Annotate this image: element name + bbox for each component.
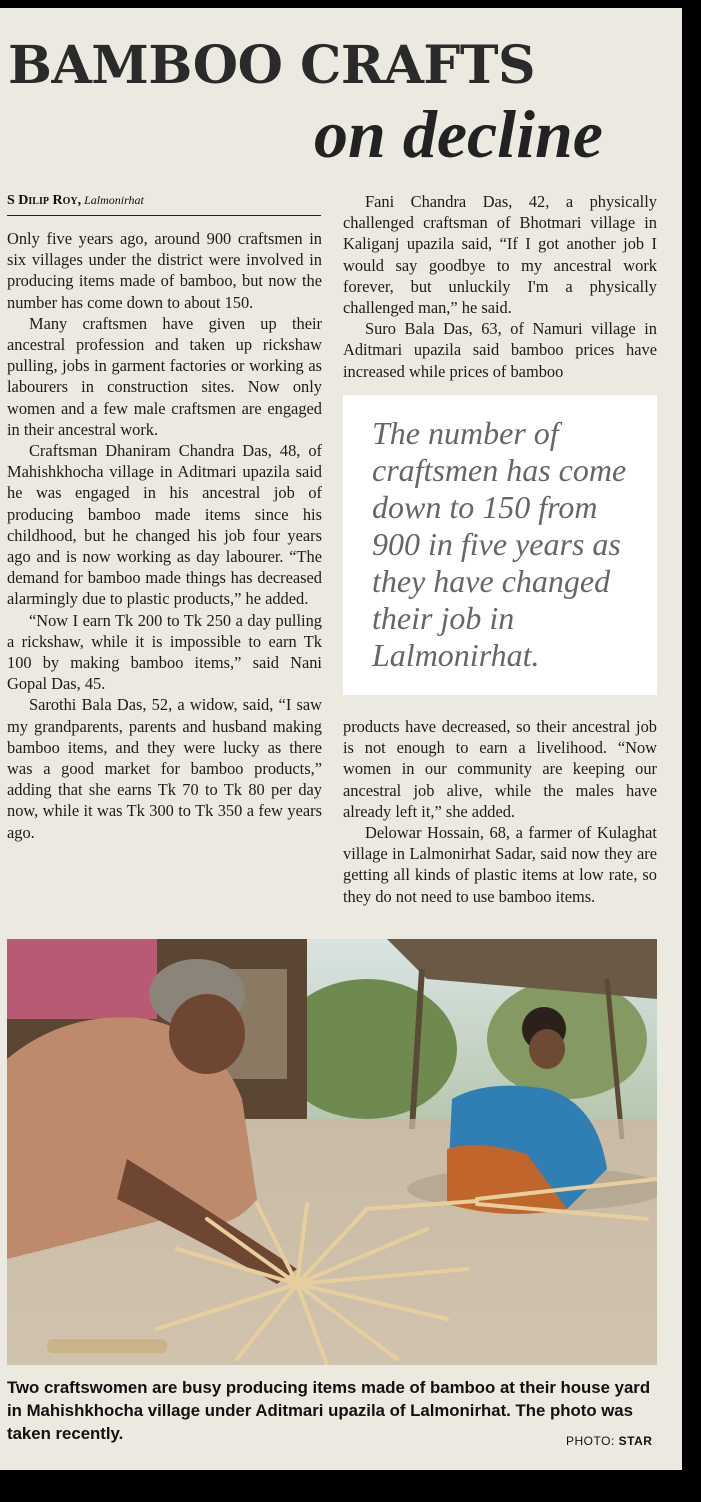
paragraph: Fani Chandra Das, 42, a physically challenged craftsman of Bhotmari village in Kaliganj upazila said, “If I got another job I would say goodbye to my ancestral work forever, but unluckily I'm a physically challenged man,” he said. — [343, 192, 657, 318]
photo-credit-prefix: PHOTO: — [566, 1434, 619, 1448]
pull-quote: The number of craftsmen has come down to 150 from 900 in five years as they have changed their job in Lalmonirhat. — [372, 415, 627, 673]
paragraph: Delowar Hossain, 68, a farmer of Kulaghat village in Lalmonirhat Sadar, said now they are getting all kinds of plastic items at low rate, so they do not need to use bamboo items. — [343, 823, 657, 906]
byline — [7, 193, 321, 216]
paragraph: “Now I earn Tk 200 to Tk 250 a day pulling a rickshaw, while it is impossible to earn Tk 100 by making bamboo items,” said Nani Gopal Das, 45. — [7, 610, 322, 694]
paragraph: Sarothi Bala Das, 52, a widow, said, “I saw my grandparents, parents and husband making bamboo items, and they were lucky as there was a good market for bamboo products,” adding that she earns Tk 70 to Tk 80 per day now, while it was Tk 300 to Tk 350 a few years ago. — [7, 695, 322, 842]
paragraph: products have decreased, so their ancestral job is not enough to earn a livelihood. “Now women in our community are keeping our ancestral job alive, while the males have already left it,” she added. — [343, 717, 657, 821]
news-photo — [7, 939, 657, 1365]
subheadline: on decline — [314, 96, 603, 172]
headline: BAMBOO CRAFTS — [8, 35, 536, 96]
paragraph: Craftsman Dhaniram Chandra Das, 48, of Mahishkhocha village in Aditmari upazila said he was engaged in his ancestral job of producing bamboo made items since his childhood, but he changed his job four years ago and is now working as day labourer. “The demand for bamboo made things has decreased alarmingly due to plastic products,” he added. — [7, 441, 322, 609]
newspaper-page — [0, 8, 682, 1470]
paragraph: Suro Bala Das, 63, of Namuri village in Aditmari upazila said bamboo prices have increased while prices of bamboo — [343, 319, 657, 381]
article-column-right-top — [343, 191, 657, 382]
photo-credit-source: STAR — [618, 1434, 653, 1448]
photo-caption: Two craftswomen are busy producing items made of bamboo at their house yard in Mahishkhocha village under Aditmari upazila of Lalmonirhat. The photo was taken recently. — [7, 1378, 651, 1443]
byline-author: S Dilip Roy, — [7, 193, 82, 208]
paragraph: Only five years ago, around 900 craftsmen in six villages under the district were involved in producing items made of bamboo, but now the number has come down to about 150. — [7, 229, 322, 312]
photo-credit — [566, 1434, 652, 1448]
article-column-left — [7, 228, 322, 843]
paragraph: Many craftsmen have given up their ancestral profession and taken up rickshaw pulling, jobs in garment factories or working as labourers in construction sites. Now only women and a few male craftsmen are engaged in their ancestral work. — [7, 313, 322, 439]
byline-location: Lalmonirhat — [84, 193, 144, 207]
article-column-right-bottom — [343, 716, 657, 907]
pull-quote-box — [343, 395, 657, 695]
